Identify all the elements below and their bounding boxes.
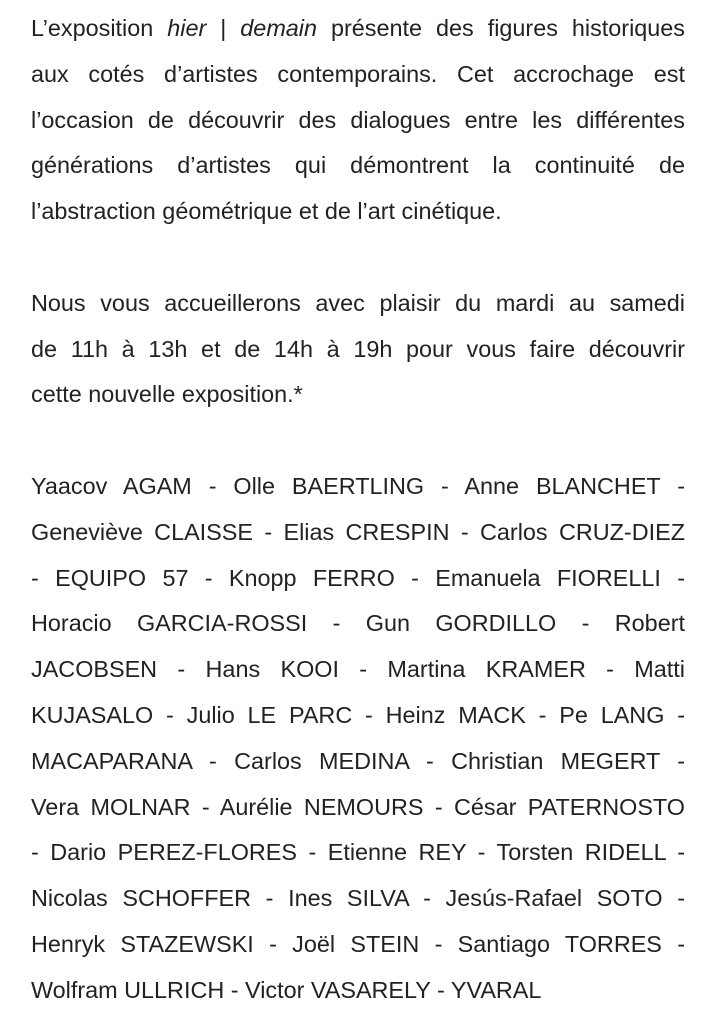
artists-list [31,464,685,1014]
artists-line: Henryk STAZEWSKI - Joël STEIN - Santiago TORRES - [31,930,685,957]
artists-line: Vera MOLNAR - Aurélie NEMOURS - César PATERNOSTO [31,793,685,820]
artists-line: MACAPARANA - Carlos MEDINA - Christian MEGERT - [31,747,685,774]
intro-paragraph [31,6,685,235]
artists-line: Yaacov AGAM - Olle BAERTLING - Anne BLANCHET - [31,472,685,499]
artists-line: - EQUIPO 57 - Knopp FERRO - Emanuela FIORELLI - [31,564,685,591]
document-body [31,6,685,1014]
intro-line-2: aux cotés d’artistes contemporains. Cet accrochage est [31,60,685,87]
artists-line: KUJASALO - Julio LE PARC - Heinz MACK - Pe LANG - [31,701,685,728]
exhibition-title-part-1: hier [167,15,207,41]
intro-line-1-end: présente des figures historiques [317,15,686,41]
intro-line-1 [31,6,685,52]
intro-line-1-start: L’exposition [31,15,168,41]
artists-line: Wolfram ULLRICH - Victor VASARELY - YVARAL [31,976,542,1003]
artists-line: Geneviève CLAISSE - Elias CRESPIN - Carlos CRUZ-DIEZ [31,518,685,545]
paragraph-spacer [31,235,685,281]
exhibition-title-separator: | [206,15,241,41]
paragraph-spacer [31,418,685,464]
artists-line: Horacio GARCIA-ROSSI - Gun GORDILLO - Robert [31,610,685,637]
opening-hours-paragraph [31,281,685,418]
hours-line-1: Nous vous accueillerons avec plaisir du mardi au samedi [31,289,685,316]
intro-line-4: générations d’artistes qui démontrent la continuité de [31,152,685,179]
hours-line-3: cette nouvelle exposition.* [31,381,303,408]
intro-line-5: l’abstraction géométrique et de l’art cinétique. [31,198,502,225]
intro-line-3: l’occasion de découvrir des dialogues entre les différentes [31,106,685,133]
artists-line: Nicolas SCHOFFER - Ines SILVA - Jesús-Rafael SOTO - [31,885,685,912]
artists-line: JACOBSEN - Hans KOOI - Martina KRAMER - Matti [31,656,685,683]
hours-line-2: de 11h à 13h et de 14h à 19h pour vous faire découvrir [31,335,685,362]
exhibition-title-part-2: demain [240,15,318,41]
artists-line: - Dario PEREZ-FLORES - Etienne REY - Torsten RIDELL - [31,839,685,866]
